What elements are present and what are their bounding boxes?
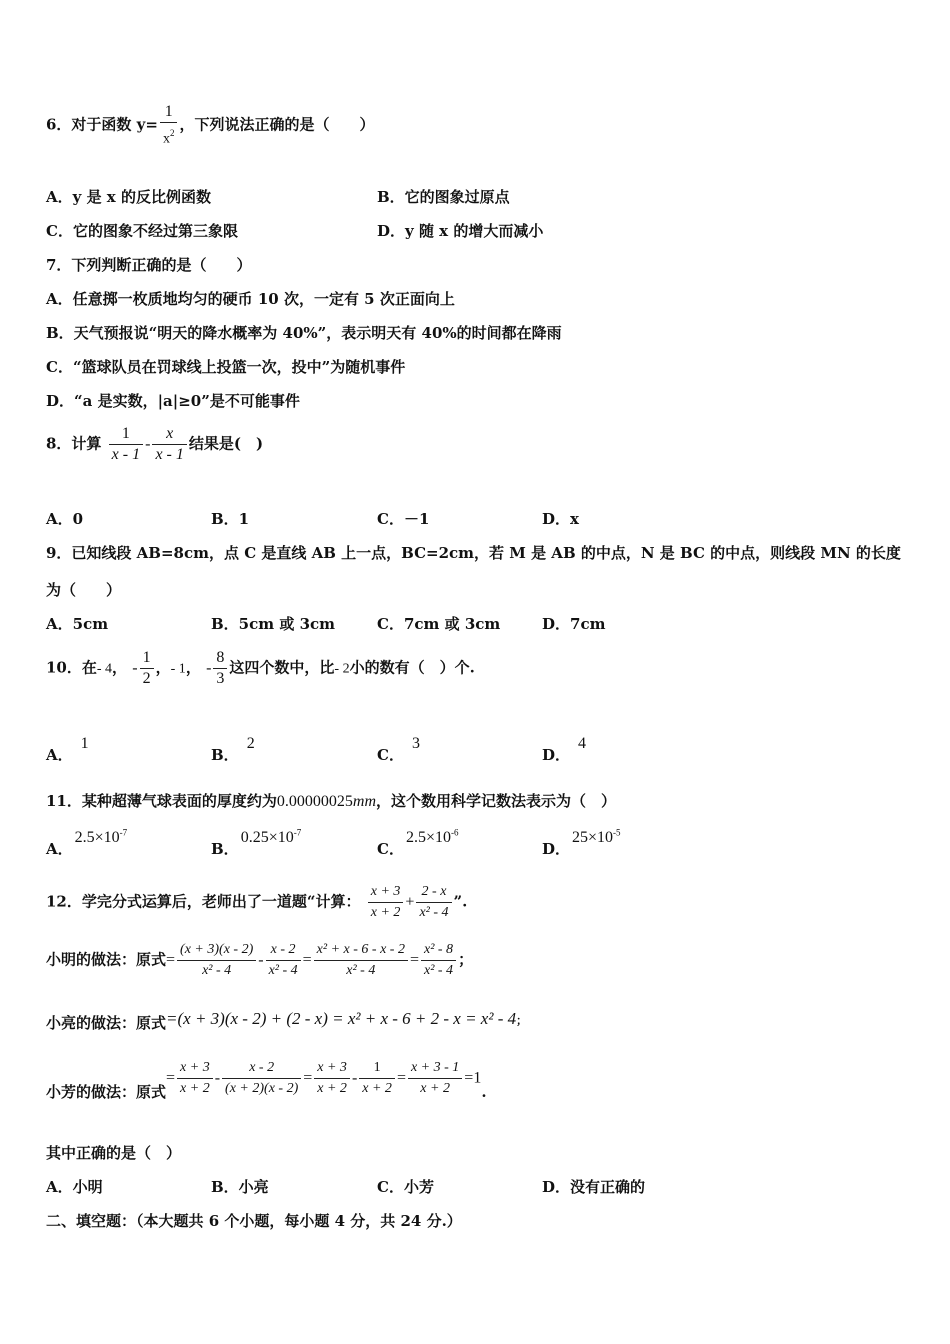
q11-option-c-exp: -6 — [450, 827, 459, 838]
q12-question: 其中正确的是（ ） — [46, 1144, 182, 1162]
q8-f2-den: x - 1 — [155, 446, 184, 463]
q8-minus: - — [145, 435, 151, 453]
q12-ming-a-num: (x + 3)(x - 2) — [177, 940, 256, 961]
q12-ming-frac-a — [177, 940, 256, 981]
q12-fang-result: =1 — [464, 1069, 482, 1087]
q11-option-c-mantissa: 2.5 — [405, 829, 426, 846]
q10-n3: - 1 — [170, 661, 186, 677]
q10-n2-fraction — [140, 648, 154, 689]
q8-fraction-1 — [109, 424, 143, 465]
q11-stem-pre: 11．某种超薄气球表面的厚度约为 — [46, 792, 277, 810]
q7-option-d: D．“a 是实数，|a|≥0”是不可能事件 — [46, 392, 300, 410]
q10-option-b — [211, 732, 255, 764]
q6-frac-exp: 2 — [169, 128, 175, 138]
q12-term-1 — [368, 882, 404, 923]
q10-n2-sign: - — [132, 659, 138, 677]
q12-fang-a-den: x + 2 — [180, 1081, 210, 1096]
q10-n2-num: 1 — [140, 648, 154, 669]
q12-fang-solution: 小芳的做法：原式= $\frac{x + 3}{x + 2}$ - $\frac{x - 2}{(x + 2)(x - 2)}$ = $\frac{x + 3}{x + 2}$ - $\frac{1}{x + 2}$ = $\frac{x + 3 - 1}{x + 2}$ =1. — [46, 1060, 487, 1101]
q7-option-c: C．“篮球队员在罚球线上投篮一次，投中”为随机事件 — [46, 358, 406, 376]
q12-ming-end: ； — [458, 950, 474, 969]
q10-stem-mid: 这四个数中，比 — [229, 658, 335, 677]
q12-ming-b-den: x² - 4 — [268, 963, 298, 978]
section-2-heading: 二、填空题：（本大题共 6 个小题，每小题 4 分，共 24 分.） — [46, 1212, 462, 1230]
q9-option-d: D．7cm — [542, 615, 606, 633]
q10-option-d-label: D． — [542, 746, 571, 764]
q12-fang-frac-c — [314, 1058, 350, 1099]
q10-n4-num: 8 — [213, 648, 227, 669]
q8-f1-den: x - 1 — [111, 446, 141, 463]
q8-option-b: B．1 — [211, 510, 250, 528]
q12-ming-label: 小明的做法：原式 — [46, 950, 167, 969]
q10-stem-pre: 10．在 — [46, 658, 97, 677]
q12-t1-den: x + 2 — [370, 905, 401, 920]
q6-stem-post: ，下列说法正确的是（ ） — [179, 115, 375, 134]
q8-stem-pre: 8．计算 — [46, 434, 102, 453]
q11-value: 0.00000025 — [276, 793, 353, 810]
q10-option-c-value: 3 — [411, 735, 420, 752]
q12-ming-a-den: x² - 4 — [202, 963, 232, 978]
q10-option-a-value: 1 — [80, 735, 89, 752]
q12-option-c: C．小芳 — [377, 1178, 434, 1196]
q10-n4-den: 3 — [216, 670, 225, 687]
q12-t2-num: 2 - x — [416, 882, 451, 903]
q11-option-b-label: B． — [211, 840, 239, 858]
q12-liang-solution — [46, 1008, 528, 1032]
question-12 — [46, 882, 467, 923]
q10-n4-sign: - — [206, 659, 212, 677]
q12-t1-num: x + 3 — [368, 882, 404, 903]
q12-option-a: A．小明 — [46, 1178, 103, 1196]
q8-stem-post: 结果是( ) — [188, 434, 264, 453]
q6-fraction — [160, 102, 178, 149]
q12-ming-frac-c — [314, 940, 408, 981]
q11-option-d-exp: -5 — [613, 827, 621, 838]
q12-fang-c-den: x + 2 — [317, 1081, 347, 1096]
q6-stem-pre: 6．对于函数 y= — [46, 115, 158, 134]
q12-fang-e-den: x + 2 — [420, 1081, 450, 1096]
q11-option-c — [377, 826, 459, 858]
q11-option-a-times-ten: ×10 — [94, 829, 120, 846]
q10-n5: - 2 — [334, 661, 350, 677]
q12-fang-frac-b — [222, 1058, 301, 1099]
q6-option-c: C．它的图象不经过第三象限 — [46, 222, 238, 240]
q7-option-b: B．天气预报说“明天的降水概率为 40%”，表示明天有 40%的时间都在降雨 — [46, 324, 562, 342]
q9-stem-line1: 9．已知线段 AB=8cm，点 C 是直线 AB 上一点，BC=2cm，若 M 是 AB 的中点，N 是 BC 的中点，则线段 MN 的长度 — [46, 544, 901, 562]
q8-option-c: C．－1 — [377, 510, 430, 528]
q7-stem: 7．下列判断正确的是（ ） — [46, 256, 252, 274]
q10-n4-fraction — [213, 648, 227, 689]
q8-f2-num: x — [152, 424, 186, 445]
q12-option-b: B．小亮 — [211, 1178, 269, 1196]
q10-n1: - 4 — [96, 661, 113, 677]
q10-sep-2: ， — [155, 658, 171, 677]
q12-fang-c-num: x + 3 — [314, 1058, 350, 1079]
q12-fang-b-num: x - 2 — [222, 1058, 301, 1079]
q10-option-d-value: 4 — [578, 735, 587, 752]
q12-fang-frac-d — [359, 1058, 395, 1099]
q10-option-d — [542, 732, 587, 764]
q12-fang-end: . — [481, 1082, 487, 1101]
q12-fang-frac-a — [177, 1058, 213, 1099]
q10-stem-post: 小的数有（ ）个. — [349, 658, 475, 677]
q12-ming-frac-b — [266, 940, 301, 981]
q10-option-a-label: A． — [46, 746, 73, 764]
q11-option-b-mantissa: 0.25 — [240, 829, 269, 846]
q12-fang-d-den: x + 2 — [362, 1081, 392, 1096]
q12-plus: + — [405, 893, 415, 911]
question-6 — [46, 102, 374, 149]
q11-unit: mm — [352, 793, 376, 810]
q12-term-2 — [416, 882, 451, 923]
q10-option-a — [46, 732, 89, 764]
q12-ming-frac-d — [421, 940, 456, 981]
q11-option-c-times-ten: ×10 — [425, 829, 451, 846]
q12-ming-c-num: x² + x - 6 - x - 2 — [314, 940, 408, 961]
q12-liang-expr: =(x + 3)(x - 2) + (2 - x) = x² + x - 6 + 2 - x = x² - 4 — [166, 1009, 517, 1028]
q8-option-d: D．x — [542, 510, 579, 528]
q12-ming-c-den: x² - 4 — [346, 963, 376, 978]
question-11 — [46, 790, 616, 811]
q12-stem-pre: 12．学完分式运算后，老师出了一道题“计算： — [46, 892, 361, 911]
q12-t2-den: x² - 4 — [419, 905, 449, 920]
q6-option-b: B．它的图象过原点 — [377, 188, 510, 206]
q6-option-a: A．y 是 x 的反比例函数 — [46, 188, 211, 206]
q10-option-c-label: C． — [377, 746, 404, 764]
q10-option-b-label: B． — [211, 746, 239, 764]
q6-frac-num: 1 — [164, 103, 173, 120]
q8-fraction-2 — [152, 424, 186, 465]
q12-fang-d-num: 1 — [359, 1058, 395, 1079]
q11-option-b-exp: -7 — [293, 827, 302, 838]
q10-n2-den: 2 — [142, 670, 151, 687]
q9-option-b: B．5cm 或 3cm — [211, 615, 336, 633]
q12-fang-b-den: (x + 2)(x - 2) — [225, 1081, 299, 1096]
q9-option-c: C．7cm 或 3cm — [377, 615, 501, 633]
q10-sep-1: ， — [112, 658, 128, 677]
q11-option-a — [46, 826, 128, 858]
q12-stem-post: ”. — [453, 892, 468, 911]
q9-option-a: A．5cm — [46, 615, 109, 633]
q12-ming-solution: 小明的做法：原式= $\frac{(x + 3)(x - 2)}{\text{x² - 4}}$ - $\frac{x - 2}{\text{x² - 4}}$ = $\frac{\text{x² + x - 6 - x - 2}}{\text{x² - 4}}$ = $\frac{\text{x² - 8}}{\text{x² - 4}}$ ； — [46, 940, 473, 981]
q11-option-d-mantissa: 25 — [572, 829, 589, 846]
q11-option-a-exp: -7 — [119, 827, 128, 838]
q6-option-d: D．y 随 x 的增大而减小 — [377, 222, 544, 240]
question-10 — [46, 648, 475, 689]
q6-frac-den: x — [162, 131, 170, 147]
q11-option-a-mantissa: 2.5 — [74, 829, 95, 846]
q11-option-b — [211, 826, 302, 858]
q11-option-c-label: C． — [377, 840, 404, 858]
q8-f1-num: 1 — [109, 424, 143, 445]
q12-ming-d-den: x² - 4 — [423, 963, 454, 978]
q12-ming-d-num: x² - 8 — [421, 940, 456, 961]
q9-stem-line2: 为（ ） — [46, 581, 122, 599]
q10-option-b-value: 2 — [246, 735, 255, 752]
q8-option-a: A．0 — [46, 510, 84, 528]
q11-option-d — [542, 826, 621, 858]
q10-option-c — [377, 732, 420, 764]
q12-liang-end: ； — [516, 1014, 528, 1027]
q11-option-a-label: A． — [46, 840, 73, 858]
question-8 — [46, 424, 263, 465]
q12-option-d: D．没有正确的 — [542, 1178, 646, 1196]
q10-sep-3: ， — [185, 658, 201, 677]
q12-fang-a-num: x + 3 — [177, 1058, 213, 1079]
q12-liang-label: 小亮的做法：原式 — [46, 1014, 167, 1032]
q12-fang-e-num: x + 3 - 1 — [408, 1058, 462, 1079]
q7-option-a: A．任意掷一枚质地均匀的硬币 10 次，一定有 5 次正面向上 — [46, 290, 455, 308]
q12-ming-b-num: x - 2 — [266, 940, 301, 961]
q11-option-d-times-ten: ×10 — [588, 829, 614, 846]
q12-fang-frac-e — [408, 1058, 462, 1099]
q11-option-d-label: D． — [542, 840, 571, 858]
q12-fang-label: 小芳的做法：原式 — [46, 1082, 167, 1101]
q11-option-b-times-ten: ×10 — [268, 829, 294, 846]
q11-stem-post: ，这个数用科学记数法表示为（ ） — [376, 792, 617, 810]
